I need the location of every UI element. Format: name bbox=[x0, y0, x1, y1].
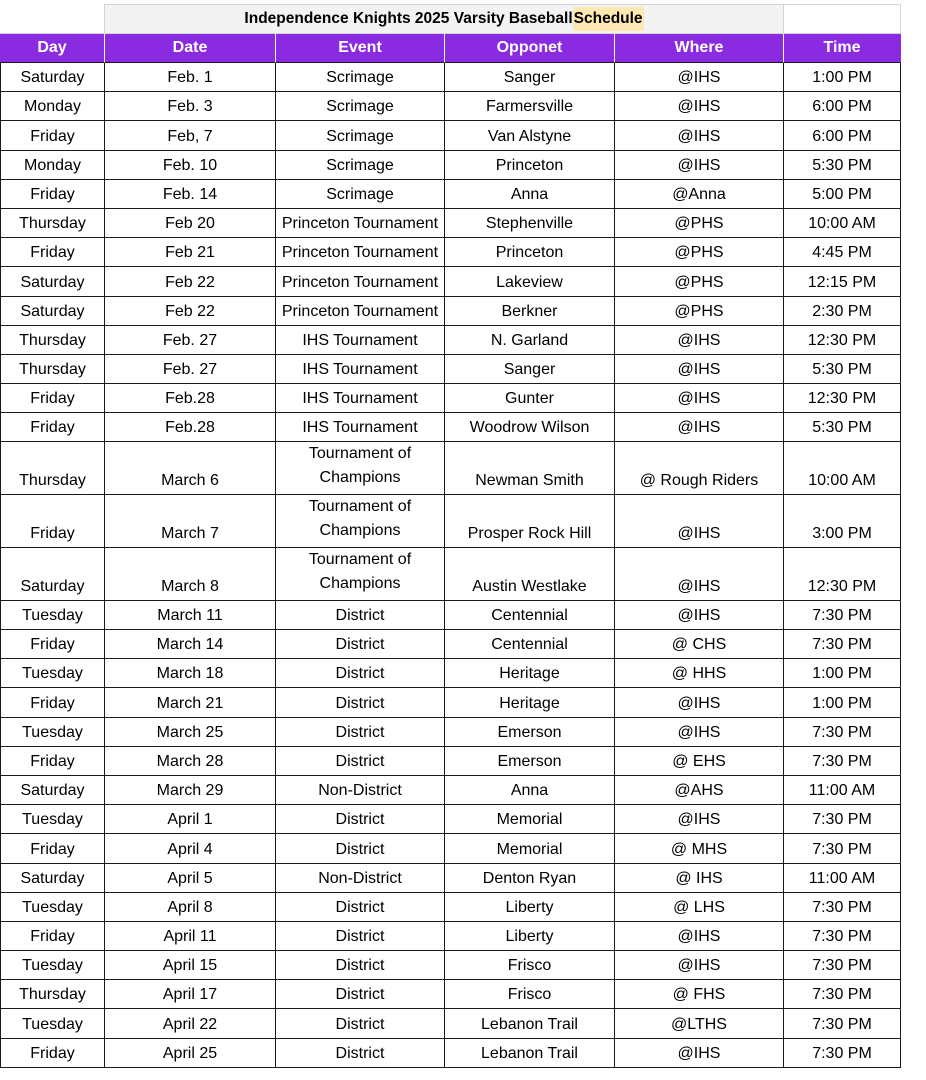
day-cell[interactable]: Thursday bbox=[0, 326, 105, 355]
where-cell[interactable]: @AHS bbox=[615, 776, 784, 805]
event-cell[interactable]: District bbox=[276, 1039, 445, 1068]
table-row bbox=[0, 495, 901, 548]
cell-line: Champions bbox=[319, 575, 401, 593]
event-cell[interactable]: IHS Tournament bbox=[276, 384, 445, 413]
date-cell[interactable]: Feb 22 bbox=[105, 267, 276, 296]
opponent-cell[interactable]: Denton Ryan bbox=[445, 864, 615, 893]
where-cell[interactable]: @IHS bbox=[615, 1039, 784, 1068]
day-cell[interactable]: Friday bbox=[0, 238, 105, 267]
opponent-cell[interactable]: Heritage bbox=[445, 659, 615, 688]
opponent-cell[interactable]: Lakeview bbox=[445, 267, 615, 296]
where-cell[interactable]: @IHS bbox=[615, 688, 784, 717]
date-cell[interactable]: March 25 bbox=[105, 718, 276, 747]
date-cell[interactable]: Feb 22 bbox=[105, 297, 276, 326]
where-cell[interactable]: @IHS bbox=[615, 601, 784, 630]
table-row bbox=[0, 747, 901, 776]
header-opponent[interactable]: Opponet bbox=[445, 34, 615, 63]
time-cell[interactable]: 3:00 PM bbox=[784, 495, 901, 548]
opponent-cell[interactable]: Van Alstyne bbox=[445, 121, 615, 150]
title-right-cell[interactable] bbox=[784, 4, 901, 34]
time-cell[interactable]: 12:30 PM bbox=[784, 326, 901, 355]
event-cell[interactable]: District bbox=[276, 980, 445, 1009]
cell-line: Tournament of bbox=[308, 551, 412, 569]
opponent-cell[interactable]: Woodrow Wilson bbox=[445, 413, 615, 442]
date-cell[interactable]: March 7 bbox=[105, 495, 276, 548]
time-cell[interactable]: 7:30 PM bbox=[784, 601, 901, 630]
time-cell[interactable]: 7:30 PM bbox=[784, 922, 901, 951]
sheet-title-highlight: Schedule bbox=[573, 7, 644, 31]
day-cell[interactable]: Friday bbox=[0, 121, 105, 150]
table-row bbox=[0, 63, 901, 92]
table-row bbox=[0, 180, 901, 209]
day-cell[interactable]: Friday bbox=[0, 688, 105, 717]
event-cell[interactable]: Princeton Tournament bbox=[276, 267, 445, 296]
time-cell[interactable]: 6:00 PM bbox=[784, 92, 901, 121]
schedule-rows bbox=[0, 63, 901, 1068]
table-row bbox=[0, 922, 901, 951]
day-cell[interactable]: Monday bbox=[0, 151, 105, 180]
event-cell[interactable]: District bbox=[276, 834, 445, 863]
header-date[interactable]: Date bbox=[105, 34, 276, 63]
time-cell[interactable]: 7:30 PM bbox=[784, 834, 901, 863]
where-cell[interactable]: @LTHS bbox=[615, 1009, 784, 1038]
event-cell[interactable]: District bbox=[276, 630, 445, 659]
opponent-cell[interactable]: Memorial bbox=[445, 834, 615, 863]
opponent-cell[interactable]: Prosper Rock Hill bbox=[445, 495, 615, 548]
where-cell[interactable]: @PHS bbox=[615, 297, 784, 326]
table-row bbox=[0, 601, 901, 630]
title-left-cell[interactable] bbox=[0, 4, 105, 34]
opponent-cell[interactable]: Liberty bbox=[445, 922, 615, 951]
header-row bbox=[0, 34, 901, 63]
table-row bbox=[0, 718, 901, 747]
header-event[interactable]: Event bbox=[276, 34, 445, 63]
opponent-cell[interactable]: Memorial bbox=[445, 805, 615, 834]
date-cell[interactable]: April 25 bbox=[105, 1039, 276, 1068]
opponent-cell[interactable]: Emerson bbox=[445, 718, 615, 747]
opponent-cell[interactable]: Heritage bbox=[445, 688, 615, 717]
date-cell[interactable]: Feb 21 bbox=[105, 238, 276, 267]
where-cell[interactable]: @IHS bbox=[615, 495, 784, 548]
day-cell[interactable]: Saturday bbox=[0, 864, 105, 893]
event-cell[interactable]: Princeton Tournament bbox=[276, 238, 445, 267]
table-row bbox=[0, 151, 901, 180]
table-row bbox=[0, 980, 901, 1009]
day-cell[interactable]: Tuesday bbox=[0, 718, 105, 747]
time-cell[interactable]: 2:30 PM bbox=[784, 297, 901, 326]
opponent-cell[interactable]: Lebanon Trail bbox=[445, 1009, 615, 1038]
time-cell[interactable]: 7:30 PM bbox=[784, 630, 901, 659]
table-row bbox=[0, 1039, 901, 1068]
event-cell[interactable]: Non-District bbox=[276, 864, 445, 893]
day-cell[interactable]: Friday bbox=[0, 413, 105, 442]
date-cell[interactable]: April 22 bbox=[105, 1009, 276, 1038]
date-cell[interactable]: Feb 20 bbox=[105, 209, 276, 238]
table-row bbox=[0, 267, 901, 296]
table-row bbox=[0, 864, 901, 893]
time-cell[interactable]: 7:30 PM bbox=[784, 1009, 901, 1038]
date-cell[interactable]: Feb, 7 bbox=[105, 121, 276, 150]
day-cell[interactable]: Monday bbox=[0, 92, 105, 121]
event-cell[interactable]: Princeton Tournament bbox=[276, 297, 445, 326]
where-cell[interactable]: @PHS bbox=[615, 238, 784, 267]
event-cell[interactable]: Scrimage bbox=[276, 180, 445, 209]
time-cell[interactable]: 10:00 AM bbox=[784, 442, 901, 495]
table-row bbox=[0, 413, 901, 442]
date-cell[interactable]: April 5 bbox=[105, 864, 276, 893]
day-cell[interactable]: Friday bbox=[0, 922, 105, 951]
table-row bbox=[0, 776, 901, 805]
day-cell[interactable]: Saturday bbox=[0, 548, 105, 601]
date-cell[interactable]: April 15 bbox=[105, 951, 276, 980]
opponent-cell[interactable]: Farmersville bbox=[445, 92, 615, 121]
where-cell[interactable]: @IHS bbox=[615, 413, 784, 442]
table-row bbox=[0, 384, 901, 413]
time-cell[interactable]: 1:00 PM bbox=[784, 63, 901, 92]
date-cell[interactable]: April 4 bbox=[105, 834, 276, 863]
opponent-cell[interactable]: Anna bbox=[445, 180, 615, 209]
day-cell[interactable]: Tuesday bbox=[0, 805, 105, 834]
day-cell[interactable]: Tuesday bbox=[0, 601, 105, 630]
event-cell[interactable]: IHS Tournament bbox=[276, 326, 445, 355]
day-cell[interactable]: Friday bbox=[0, 630, 105, 659]
date-cell[interactable]: Feb. 3 bbox=[105, 92, 276, 121]
event-cell[interactable]: District bbox=[276, 922, 445, 951]
sheet-title-text: Independence Knights 2025 Varsity Baseball bbox=[244, 9, 573, 27]
event-cell[interactable]: District bbox=[276, 688, 445, 717]
date-cell[interactable]: Feb.28 bbox=[105, 384, 276, 413]
opponent-cell[interactable]: Gunter bbox=[445, 384, 615, 413]
where-cell[interactable]: @IHS bbox=[615, 384, 784, 413]
event-cell[interactable]: Scrimage bbox=[276, 63, 445, 92]
date-cell[interactable]: April 11 bbox=[105, 922, 276, 951]
day-cell[interactable]: Thursday bbox=[0, 355, 105, 384]
date-cell[interactable]: Feb. 14 bbox=[105, 180, 276, 209]
event-cell[interactable]: District bbox=[276, 747, 445, 776]
event-cell[interactable]: District bbox=[276, 893, 445, 922]
day-cell[interactable]: Friday bbox=[0, 495, 105, 548]
date-cell[interactable]: March 21 bbox=[105, 688, 276, 717]
time-cell[interactable]: 7:30 PM bbox=[784, 1039, 901, 1068]
date-cell[interactable]: March 14 bbox=[105, 630, 276, 659]
opponent-cell[interactable]: Anna bbox=[445, 776, 615, 805]
day-cell[interactable]: Saturday bbox=[0, 776, 105, 805]
opponent-cell[interactable]: Berkner bbox=[445, 297, 615, 326]
where-cell[interactable]: @ CHS bbox=[615, 630, 784, 659]
table-row bbox=[0, 805, 901, 834]
event-cell[interactable]: Non-District bbox=[276, 776, 445, 805]
where-cell[interactable]: @PHS bbox=[615, 267, 784, 296]
where-cell[interactable]: @IHS bbox=[615, 548, 784, 601]
event-cell[interactable] bbox=[276, 442, 445, 495]
event-cell[interactable] bbox=[276, 495, 445, 548]
time-cell[interactable]: 1:00 PM bbox=[784, 659, 901, 688]
date-cell[interactable]: Feb. 27 bbox=[105, 355, 276, 384]
time-cell[interactable]: 7:30 PM bbox=[784, 805, 901, 834]
event-cell[interactable]: Scrimage bbox=[276, 151, 445, 180]
event-cell[interactable]: District bbox=[276, 951, 445, 980]
day-cell[interactable]: Thursday bbox=[0, 442, 105, 495]
table-row bbox=[0, 1009, 901, 1038]
event-cell[interactable]: District bbox=[276, 718, 445, 747]
cell-line: Tournament of bbox=[308, 445, 412, 463]
date-cell[interactable]: March 28 bbox=[105, 747, 276, 776]
time-cell[interactable]: 7:30 PM bbox=[784, 747, 901, 776]
day-cell[interactable]: Tuesday bbox=[0, 1009, 105, 1038]
date-cell[interactable]: March 29 bbox=[105, 776, 276, 805]
time-cell[interactable]: 11:00 AM bbox=[784, 864, 901, 893]
day-cell[interactable]: Saturday bbox=[0, 63, 105, 92]
where-cell[interactable]: @ FHS bbox=[615, 980, 784, 1009]
table-row bbox=[0, 326, 901, 355]
table-row bbox=[0, 548, 901, 601]
time-cell[interactable]: 1:00 PM bbox=[784, 688, 901, 717]
time-cell[interactable]: 5:30 PM bbox=[784, 151, 901, 180]
where-cell[interactable]: @IHS bbox=[615, 92, 784, 121]
header-where[interactable]: Where bbox=[615, 34, 784, 63]
opponent-cell[interactable]: Stephenville bbox=[445, 209, 615, 238]
table-row bbox=[0, 442, 901, 495]
event-cell[interactable]: IHS Tournament bbox=[276, 355, 445, 384]
where-cell[interactable]: @PHS bbox=[615, 209, 784, 238]
where-cell[interactable]: @ HHS bbox=[615, 659, 784, 688]
opponent-cell[interactable]: N. Garland bbox=[445, 326, 615, 355]
day-cell[interactable]: Thursday bbox=[0, 980, 105, 1009]
opponent-cell[interactable]: Princeton bbox=[445, 151, 615, 180]
where-cell[interactable]: @ MHS bbox=[615, 834, 784, 863]
date-cell[interactable]: Feb. 1 bbox=[105, 63, 276, 92]
where-cell[interactable]: @ Rough Riders bbox=[615, 442, 784, 495]
where-cell[interactable]: @ LHS bbox=[615, 893, 784, 922]
date-cell[interactable]: March 11 bbox=[105, 601, 276, 630]
time-cell[interactable]: 11:00 AM bbox=[784, 776, 901, 805]
cell-line: Champions bbox=[319, 469, 401, 487]
date-cell[interactable]: Feb. 27 bbox=[105, 326, 276, 355]
event-cell[interactable] bbox=[276, 548, 445, 601]
where-cell[interactable]: @IHS bbox=[615, 326, 784, 355]
event-cell[interactable]: District bbox=[276, 659, 445, 688]
opponent-cell[interactable]: Centennial bbox=[445, 630, 615, 659]
table-row bbox=[0, 951, 901, 980]
opponent-cell[interactable]: Lebanon Trail bbox=[445, 1039, 615, 1068]
day-cell[interactable]: Tuesday bbox=[0, 951, 105, 980]
table-row bbox=[0, 92, 901, 121]
where-cell[interactable]: @ IHS bbox=[615, 864, 784, 893]
day-cell[interactable]: Tuesday bbox=[0, 893, 105, 922]
date-cell[interactable]: March 8 bbox=[105, 548, 276, 601]
event-cell[interactable]: District bbox=[276, 1009, 445, 1038]
date-cell[interactable]: March 18 bbox=[105, 659, 276, 688]
header-day[interactable]: Day bbox=[0, 34, 105, 63]
event-cell[interactable]: Scrimage bbox=[276, 121, 445, 150]
time-cell[interactable]: 6:00 PM bbox=[784, 121, 901, 150]
date-cell[interactable]: Feb.28 bbox=[105, 413, 276, 442]
opponent-cell[interactable]: Sanger bbox=[445, 355, 615, 384]
table-row bbox=[0, 121, 901, 150]
table-row bbox=[0, 297, 901, 326]
day-cell[interactable]: Thursday bbox=[0, 209, 105, 238]
opponent-cell[interactable]: Newman Smith bbox=[445, 442, 615, 495]
header-time[interactable]: Time bbox=[784, 34, 901, 63]
event-cell[interactable]: Scrimage bbox=[276, 92, 445, 121]
date-cell[interactable]: Feb. 10 bbox=[105, 151, 276, 180]
opponent-cell[interactable]: Frisco bbox=[445, 980, 615, 1009]
opponent-cell[interactable]: Frisco bbox=[445, 951, 615, 980]
table-row bbox=[0, 893, 901, 922]
time-cell[interactable]: 12:15 PM bbox=[784, 267, 901, 296]
day-cell[interactable]: Tuesday bbox=[0, 659, 105, 688]
where-cell[interactable]: @IHS bbox=[615, 951, 784, 980]
time-cell[interactable]: 5:30 PM bbox=[784, 355, 901, 384]
opponent-cell[interactable]: Austin Westlake bbox=[445, 548, 615, 601]
where-cell[interactable]: @IHS bbox=[615, 151, 784, 180]
date-cell[interactable]: March 6 bbox=[105, 442, 276, 495]
day-cell[interactable]: Friday bbox=[0, 384, 105, 413]
time-cell[interactable]: 4:45 PM bbox=[784, 238, 901, 267]
where-cell[interactable]: @IHS bbox=[615, 922, 784, 951]
day-cell[interactable]: Friday bbox=[0, 180, 105, 209]
time-cell[interactable]: 7:30 PM bbox=[784, 718, 901, 747]
date-cell[interactable]: April 8 bbox=[105, 893, 276, 922]
table-row bbox=[0, 630, 901, 659]
where-cell[interactable]: @IHS bbox=[615, 121, 784, 150]
event-cell[interactable]: Princeton Tournament bbox=[276, 209, 445, 238]
table-row bbox=[0, 834, 901, 863]
where-cell[interactable]: @IHS bbox=[615, 718, 784, 747]
event-cell[interactable]: District bbox=[276, 805, 445, 834]
time-cell[interactable]: 5:00 PM bbox=[784, 180, 901, 209]
opponent-cell[interactable]: Princeton bbox=[445, 238, 615, 267]
date-cell[interactable]: April 17 bbox=[105, 980, 276, 1009]
time-cell[interactable]: 12:30 PM bbox=[784, 548, 901, 601]
time-cell[interactable]: 10:00 AM bbox=[784, 209, 901, 238]
table-row bbox=[0, 355, 901, 384]
opponent-cell[interactable]: Liberty bbox=[445, 893, 615, 922]
time-cell[interactable]: 7:30 PM bbox=[784, 951, 901, 980]
table-row bbox=[0, 209, 901, 238]
event-cell[interactable]: IHS Tournament bbox=[276, 413, 445, 442]
day-cell[interactable]: Friday bbox=[0, 834, 105, 863]
where-cell[interactable]: @Anna bbox=[615, 180, 784, 209]
event-cell[interactable]: District bbox=[276, 601, 445, 630]
table-row bbox=[0, 659, 901, 688]
time-cell[interactable]: 5:30 PM bbox=[784, 413, 901, 442]
title-row bbox=[0, 4, 901, 34]
day-cell[interactable]: Saturday bbox=[0, 267, 105, 296]
time-cell[interactable]: 7:30 PM bbox=[784, 980, 901, 1009]
where-cell[interactable]: @IHS bbox=[615, 805, 784, 834]
cell-line: Champions bbox=[319, 522, 401, 540]
cell-line: Tournament of bbox=[308, 498, 412, 516]
time-cell[interactable]: 12:30 PM bbox=[784, 384, 901, 413]
where-cell[interactable]: @IHS bbox=[615, 63, 784, 92]
where-cell[interactable]: @ EHS bbox=[615, 747, 784, 776]
sheet-title[interactable] bbox=[105, 4, 784, 34]
day-cell[interactable]: Friday bbox=[0, 747, 105, 776]
table-row bbox=[0, 688, 901, 717]
where-cell[interactable]: @IHS bbox=[615, 355, 784, 384]
schedule-sheet bbox=[0, 4, 901, 1068]
date-cell[interactable]: April 1 bbox=[105, 805, 276, 834]
day-cell[interactable]: Saturday bbox=[0, 297, 105, 326]
time-cell[interactable]: 7:30 PM bbox=[784, 893, 901, 922]
opponent-cell[interactable]: Centennial bbox=[445, 601, 615, 630]
opponent-cell[interactable]: Emerson bbox=[445, 747, 615, 776]
opponent-cell[interactable]: Sanger bbox=[445, 63, 615, 92]
day-cell[interactable]: Friday bbox=[0, 1039, 105, 1068]
table-row bbox=[0, 238, 901, 267]
